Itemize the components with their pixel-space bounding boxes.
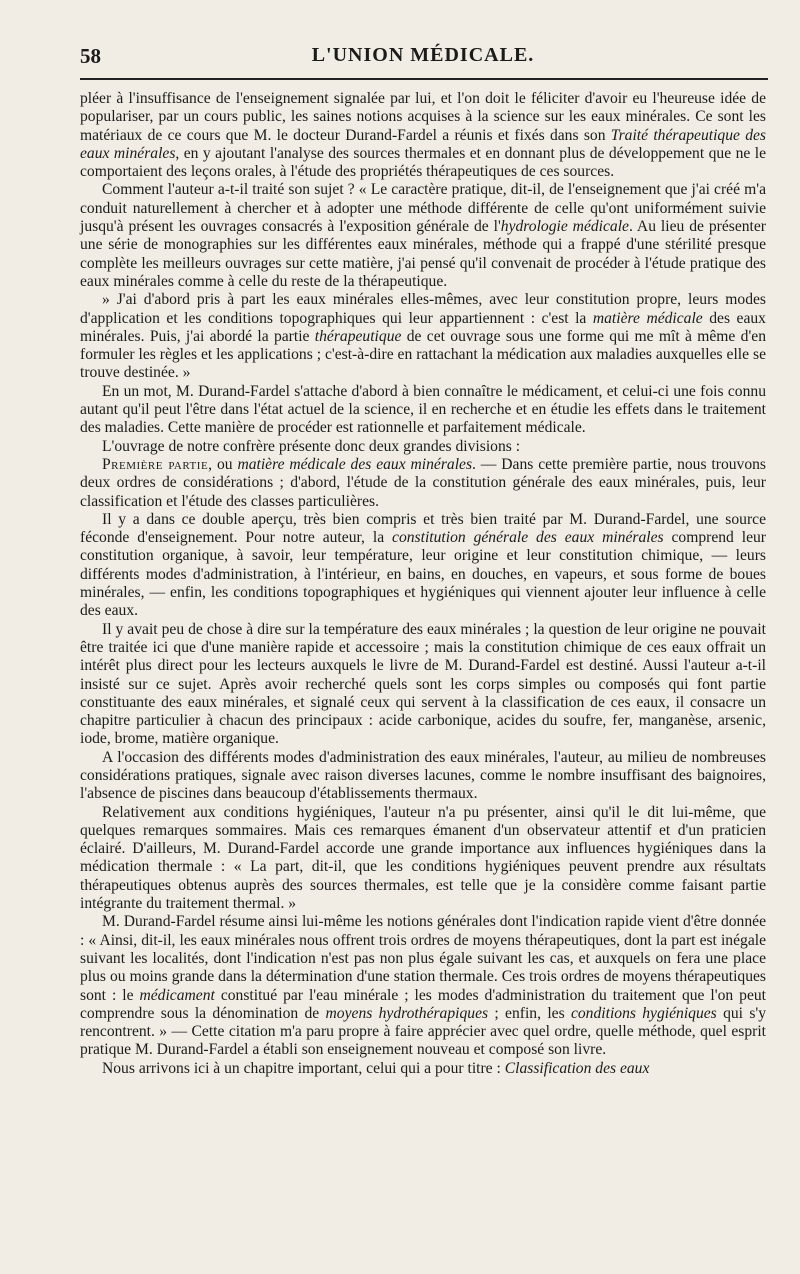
text-run: ; enfin, les: [488, 1004, 571, 1022]
italic-text: Traité thérapeutique des eaux minérales: [80, 126, 766, 162]
paragraph: [80, 511, 766, 621]
text-run: A l'occasion des différents modes d'administration des eaux minérales, l'auteur, au milieu de nombreuses considérations pratiques, signale avec raison diverses lacunes, comme le nombre insuffisant des baignoires, l'absence de piscines dans beaucoup d'établissements thermaux.: [80, 748, 766, 803]
page-header: [80, 44, 766, 74]
text-run: constitué par l'eau minérale ; les modes d'administration du traitement que l'on peut comprendre sous la dénomination de: [80, 986, 766, 1022]
italic-text: matière médicale: [592, 309, 703, 327]
italic-text: Classification des eaux: [504, 1059, 650, 1077]
text-run: En un mot, M. Durand-Fardel s'attache d'abord à bien connaître le médicament, et celui-ci une fois connu autant qu'il peut l'être dans l'état actuel de la science, il en recherche et en étudie les effets dans le traitement des maladies. Cette manière de procéder est rationnelle et parfaitement médicale.: [80, 382, 766, 437]
italic-text: médicament: [139, 986, 215, 1004]
text-run: Relativement aux conditions hygiéniques, l'auteur n'a pu présenter, ainsi qu'il le dit lui-même, que quelques remarques sommaires. Mais ces remarques émanent d'un observateur attentif et d'un praticien éclairé. D'ailleurs, M. Durand-Fardel accorde une grande importance aux influences hygiéniques dans la médication thermale : « La part, dit-il, que les conditions hygiéniques peuvent prendre aux résultats thérapeutiques obtenus auprès des sources thermales, est telle que je la considère comme faisant partie intégrante du traitement thermal. »: [80, 803, 766, 913]
text-run: . Au lieu de présenter une série de monographies sur les différentes eaux minérales, méthode qui a frappé d'une stérilité presque complète les meilleurs ouvrages sur cette matière, j'ai pensé qu'il convenait de procéder à l'étude pratique des eaux minérales comme à celle du reste de la thérapeutique.: [80, 218, 766, 290]
paragraph: [80, 456, 766, 511]
paragraph: [80, 181, 766, 291]
running-title: L'UNION MÉDICALE.: [311, 44, 535, 66]
text-run: L'ouvrage de notre confrère présente donc deux grandes divisions :: [102, 437, 521, 455]
text-run: , ou: [208, 455, 238, 473]
text-run: comprend leur constitution organique, à savoir, leur température, leur origine et leur constitution chimique, — leurs différents modes d'administration, à l'intérieur, en bains, en douches, en vapeurs, et sous forme de boues minérales, — enfin, les conditions topographiques et hygiéniques qui viennent ajouter leur influence à celle des eaux.: [80, 529, 766, 620]
text-run: des eaux minérales. Puis, j'ai abordé la partie: [80, 309, 766, 345]
paragraph: [80, 90, 766, 181]
text-run: Il y avait peu de chose à dire sur la température des eaux minérales ; la question de leur origine ne pouvait être traitée ici que d'une manière rapide et accessoire ; mais la constitution chimique de ces eaux offrait un intérêt plus direct pour les lecteurs auxquels le livre de M. Durand-Fardel est destiné. Aussi l'auteur a-t-il insisté sur ce sujet. Après avoir recherché quels sont les corps simples ou composés qui font partie constituante des eaux minérales, et signalé ceux qui servent à la classification de ces eaux, il consacre un chapitre particulier à chacun des principaux : acide carbonique, acides du soufre, fer, manganèse, arsenic, iode, brome, matière organique.: [80, 620, 766, 748]
paragraph: [80, 913, 766, 1059]
italic-text: thérapeutique: [314, 327, 402, 345]
text-run: M. Durand-Fardel résume ainsi lui-même les notions générales dont l'indication rapide vient d'être donnée : « Ainsi, dit-il, les eaux minérales nous offrent trois ordres de moyens thérapeutiques, dont la part est inégale suivant les localités, dont l'indication n'est pas non plus égale suivant les cas, et auxquels on fera une place plus ou moins grande dans la détermination d'une station thermale. Ces trois ordres de moyens thérapeutiques sont : le: [80, 913, 766, 1004]
text-run: » J'ai d'abord pris à part les eaux minérales elles-mêmes, avec leur constitution propre, leurs modes d'application et les conditions topographiques qui leur appartiennent : c'est la: [80, 291, 766, 327]
italic-text: hydrologie médicale: [500, 218, 629, 236]
paragraph: [80, 1060, 766, 1078]
text-run: , en y ajoutant l'analyse des sources thermales et en donnant plus de développement que ne le comportaient des leçons orales, à l'étude des propriétés thérapeutiques de ces sources.: [80, 144, 766, 181]
paragraph: [80, 749, 766, 804]
header-rule: [80, 78, 768, 80]
paragraph: [80, 383, 766, 438]
text-run: Comment l'auteur a-t-il traité son sujet ? « Le caractère pratique, dit-il, de l'enseignement que j'ai créé m'a conduit naturellement à chercher et à adopter une méthode différente de celle qu'ont uniformément suivie jusqu'à présent les ouvrages consacrés à l'exposition générale de l': [80, 181, 766, 236]
text-run: qui s'y rencontrent. » — Cette citation m'a paru propre à faire apprécier avec quel ordre, quelle méthode, quel esprit pratique M. Durand-Fardel a établi son enseignement nouveau et composé son livre.: [80, 1004, 766, 1059]
italic-text: matière médicale des eaux minérales: [237, 455, 473, 473]
paragraph: [80, 804, 766, 914]
text-run: . — Dans cette première partie, nous trouvons deux ordres de considérations ; d'abord, l'étude de la constitution générale des eaux minérales, puis, leur classification et l'étude des classes particulières.: [80, 455, 767, 510]
text-run: Il y a dans ce double aperçu, très bien compris et très bien traité par M. Durand-Fardel, une source féconde d'enseignement. Pour notre auteur, la: [80, 510, 766, 547]
paragraph: [80, 621, 766, 749]
text-run: de cet ouvrage sous une forme qui me mît à même d'en formuler les règles et les applications ; c'est-à-dire en rattachant la médication aux maladies auxquelles elle se trouve destinée. »: [80, 327, 766, 382]
body-text: [80, 90, 766, 1078]
text-run: pléer à l'insuffisance de l'enseignement signalée par lui, et l'on doit le féliciter d'avoir eu l'heureuse idée de populariser, par un cours public, les saines notions acquises à la science sur les eaux minérales. Ce sont les matériaux de ce cours que M. le docteur Durand-Fardel a réunis et fixés dans son: [80, 90, 766, 144]
paragraph: [80, 438, 766, 456]
small-caps-text: Première partie: [102, 455, 209, 473]
italic-text: conditions hygiéniques: [570, 1004, 717, 1022]
italic-text: constitution générale des eaux minérales: [392, 529, 664, 547]
italic-text: moyens hydrothérapiques: [325, 1004, 489, 1022]
paragraph: [80, 291, 766, 382]
text-run: Nous arrivons ici à un chapitre important, celui qui a pour titre :: [102, 1059, 505, 1077]
page-number: 58: [80, 44, 101, 68]
